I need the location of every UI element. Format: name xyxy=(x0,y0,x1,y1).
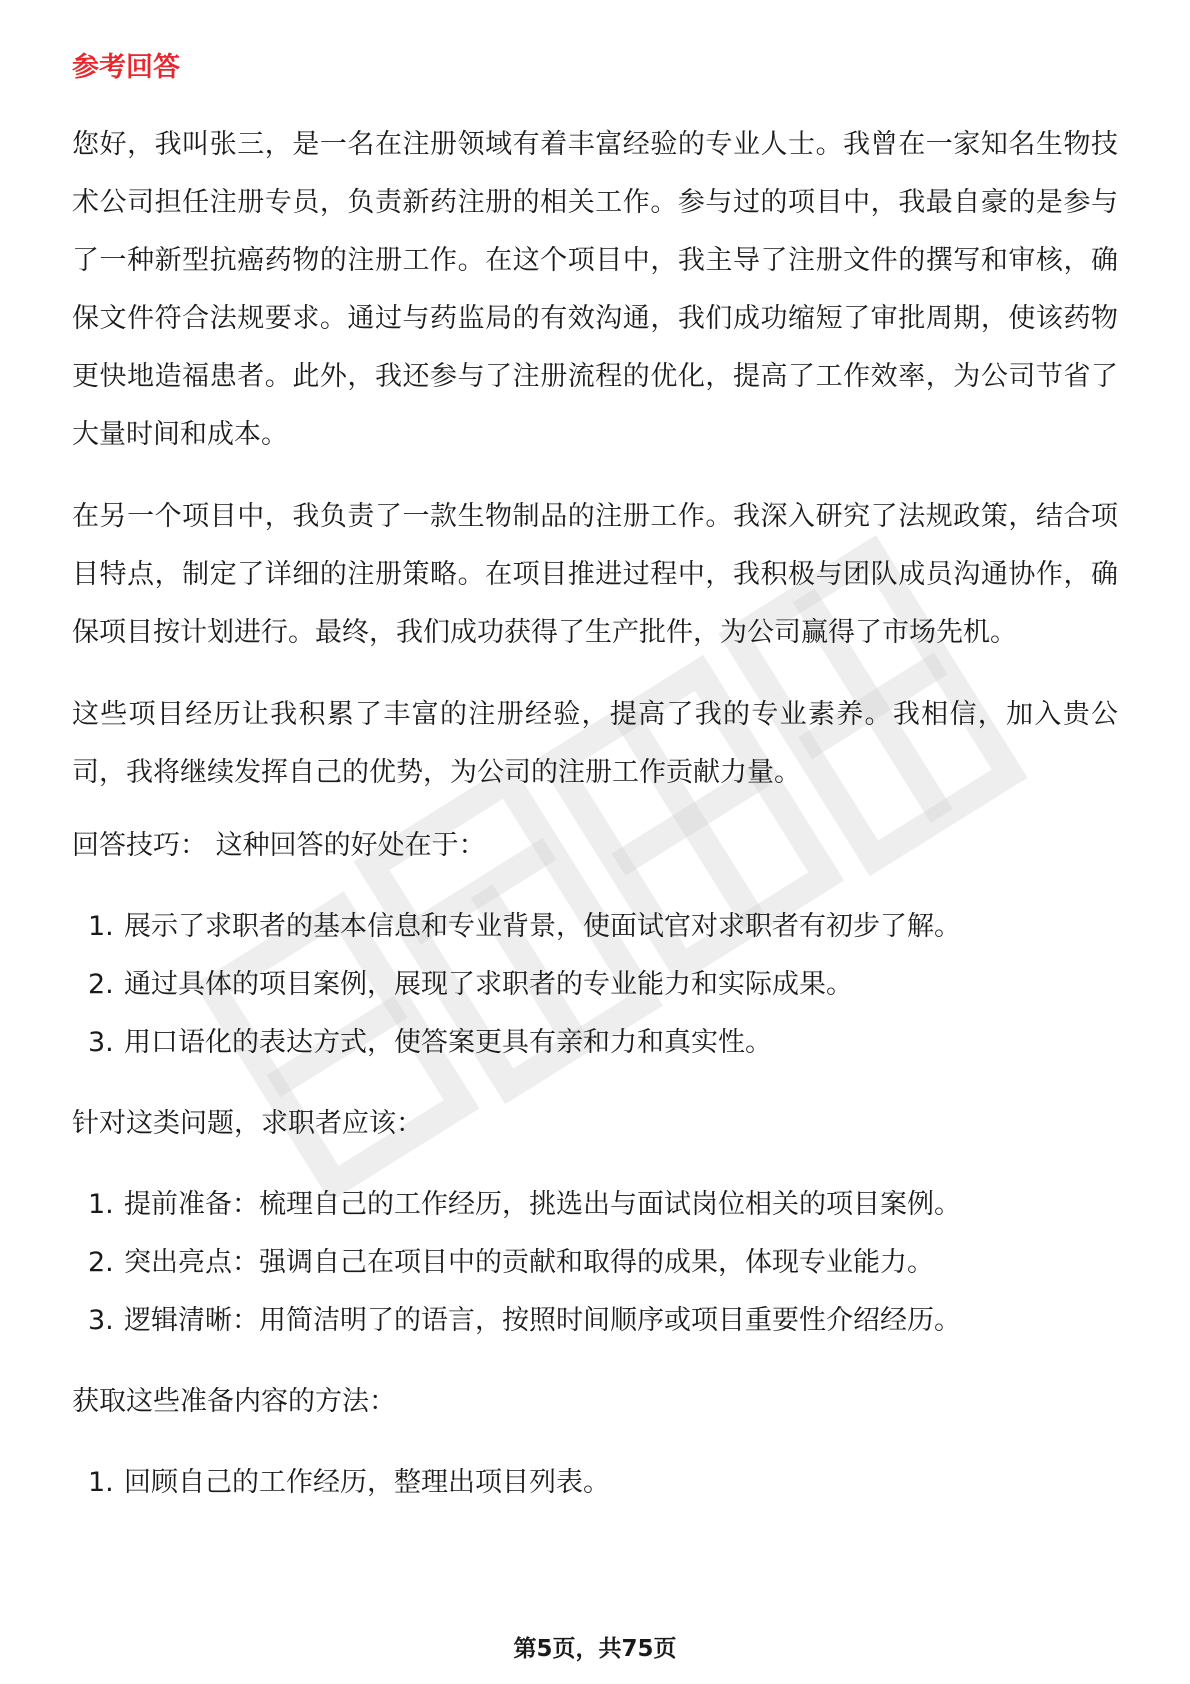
list-number: 2. xyxy=(88,969,114,1000)
tips-list xyxy=(72,898,1118,1072)
list-number: 1. xyxy=(88,1189,114,1220)
list-item xyxy=(72,1014,1118,1072)
list-text: 通过具体的项目案例，展现了求职者的专业能力和实际成果。 xyxy=(124,969,853,1000)
list-item xyxy=(72,956,1118,1014)
list-text: 用口语化的表达方式，使答案更具有亲和力和真实性。 xyxy=(124,1027,772,1058)
section-heading: 参考回答 xyxy=(72,52,180,83)
paragraph-3: 这些项目经历让我积累了丰富的注册经验，提高了我的专业素养。我相信，加入贵公司，我将继续发挥自己的优势，为公司的注册工作贡献力量。 xyxy=(72,699,1118,788)
advice-list xyxy=(72,1176,1118,1350)
list-item xyxy=(72,898,1118,956)
list-text: 展示了求职者的基本信息和专业背景，使面试官对求职者有初步了解。 xyxy=(124,911,961,942)
list-item xyxy=(72,1292,1118,1350)
document-body xyxy=(72,48,1118,1544)
paragraph-1: 您好，我叫张三，是一名在注册领域有着丰富经验的专业人士。我曾在一家知名生物技术公司担任注册专员，负责新药注册的相关工作。参与过的项目中，我最自豪的是参与了一种新型抗癌药物的注册工作。在这个项目中，我主导了注册文件的撰写和审核，确保文件符合法规要求。通过与药监局的有效沟通，我们成功缩短了审批周期，使该药物更快地造福患者。此外，我还参与了注册流程的优化，提高了工作效率，为公司节省了大量时间和成本。 xyxy=(72,129,1118,450)
list-text: 逻辑清晰：用简洁明了的语言，按照时间顺序或项目重要性介绍经历。 xyxy=(124,1305,961,1336)
list-number: 1. xyxy=(88,1467,114,1498)
paragraph-2: 在另一个项目中，我负责了一款生物制品的注册工作。我深入研究了法规政策，结合项目特点，制定了详细的注册策略。在项目推进过程中，我积极与团队成员沟通协作，确保项目按计划进行。最终，我们成功获得了生产批件，为公司赢得了市场先机。 xyxy=(72,501,1118,648)
list-text: 提前准备：梳理自己的工作经历，挑选出与面试岗位相关的项目案例。 xyxy=(124,1189,961,1220)
page-footer: 第5页，共75页 xyxy=(513,1636,677,1662)
list-number: 3. xyxy=(88,1027,114,1058)
list-number: 2. xyxy=(88,1247,114,1278)
advice-label: 针对这类问题，求职者应该： xyxy=(72,1108,423,1139)
list-text: 回顾自己的工作经历，整理出项目列表。 xyxy=(124,1467,610,1498)
list-number: 1. xyxy=(88,911,114,942)
method-label: 获取这些准备内容的方法： xyxy=(72,1386,396,1417)
list-item xyxy=(72,1234,1118,1292)
list-text: 突出亮点：强调自己在项目中的贡献和取得的成果，体现专业能力。 xyxy=(124,1247,934,1278)
list-item xyxy=(72,1176,1118,1234)
list-item xyxy=(72,1454,1118,1512)
list-number: 3. xyxy=(88,1305,114,1336)
tips-label: 回答技巧： 这种回答的好处在于： xyxy=(72,830,486,861)
method-list xyxy=(72,1454,1118,1512)
